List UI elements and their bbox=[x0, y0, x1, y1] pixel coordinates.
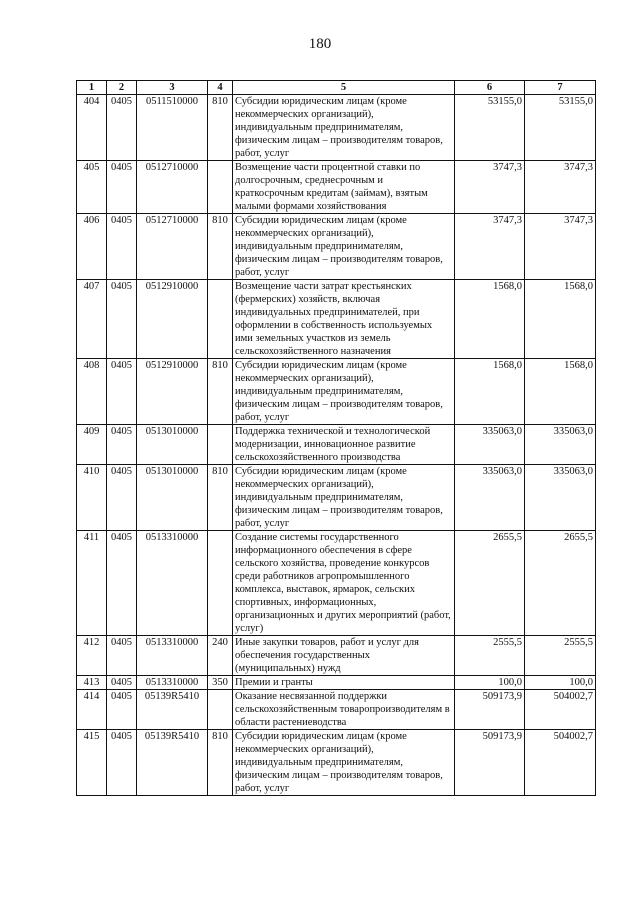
row-number-cell: 410 bbox=[77, 465, 107, 531]
column-header: 4 bbox=[208, 81, 233, 95]
section-code-cell: 0405 bbox=[107, 690, 137, 730]
row-number-cell: 411 bbox=[77, 531, 107, 636]
target-article-cell: 05139R5410 bbox=[137, 730, 208, 796]
section-code-cell: 0405 bbox=[107, 161, 137, 214]
target-article-cell: 0512710000 bbox=[137, 214, 208, 280]
column-header: 2 bbox=[107, 81, 137, 95]
amount-2019-cell: 2655,5 bbox=[455, 531, 525, 636]
row-number-cell: 414 bbox=[77, 690, 107, 730]
amount-2020-cell: 100,0 bbox=[525, 676, 596, 690]
amount-2020-cell: 1568,0 bbox=[525, 359, 596, 425]
target-article-cell: 0513310000 bbox=[137, 636, 208, 676]
amount-2019-cell: 509173,9 bbox=[455, 690, 525, 730]
description-cell: Субсидии юридическим лицам (кроме некоммерческих организаций), индивидуальным предпринимателям, физическим лицам – производителям товаров, работ, услуг bbox=[233, 730, 455, 796]
target-article-cell: 0511510000 bbox=[137, 95, 208, 161]
description-cell: Возмещение части процентной ставки по долгосрочным, среднесрочным и краткосрочным кредитам (займам), взятым малыми формами хозяйствования bbox=[233, 161, 455, 214]
amount-2019-cell: 335063,0 bbox=[455, 425, 525, 465]
target-article-cell: 0513010000 bbox=[137, 465, 208, 531]
table-row bbox=[77, 690, 596, 730]
expense-type-cell bbox=[208, 531, 233, 636]
column-header: 6 bbox=[455, 81, 525, 95]
amount-2019-cell: 1568,0 bbox=[455, 280, 525, 359]
expense-type-cell: 240 bbox=[208, 636, 233, 676]
expense-type-cell: 810 bbox=[208, 214, 233, 280]
description-cell: Субсидии юридическим лицам (кроме некоммерческих организаций), индивидуальным предпринимателям, физическим лицам – производителям товаров, работ, услуг bbox=[233, 465, 455, 531]
expense-type-cell: 810 bbox=[208, 465, 233, 531]
description-cell: Субсидии юридическим лицам (кроме некоммерческих организаций), индивидуальным предпринимателям, физическим лицам – производителям товаров, работ, услуг bbox=[233, 95, 455, 161]
column-header: 7 bbox=[525, 81, 596, 95]
page-number: 180 bbox=[308, 36, 332, 52]
table-row bbox=[77, 730, 596, 796]
section-code-cell: 0405 bbox=[107, 95, 137, 161]
description-cell: Оказание несвязанной поддержки сельскохозяйственным товаропроизводителям в области растениеводства bbox=[233, 690, 455, 730]
target-article-cell: 0512910000 bbox=[137, 359, 208, 425]
table-header-row bbox=[77, 81, 596, 95]
amount-2019-cell: 3747,3 bbox=[455, 161, 525, 214]
amount-2019-cell: 335063,0 bbox=[455, 465, 525, 531]
amount-2020-cell: 504002,7 bbox=[525, 730, 596, 796]
amount-2020-cell: 335063,0 bbox=[525, 425, 596, 465]
section-code-cell: 0405 bbox=[107, 531, 137, 636]
amount-2019-cell: 1568,0 bbox=[455, 359, 525, 425]
amount-2019-cell: 53155,0 bbox=[455, 95, 525, 161]
table-row bbox=[77, 425, 596, 465]
amount-2020-cell: 2555,5 bbox=[525, 636, 596, 676]
description-cell: Возмещение части затрат крестьянских (фермерских) хозяйств, включая индивидуальных предпринимателей, при оформлении в собственность используемых ими земельных участков из земель сельскохозяйственного назначения bbox=[233, 280, 455, 359]
target-article-cell: 0513310000 bbox=[137, 676, 208, 690]
section-code-cell: 0405 bbox=[107, 676, 137, 690]
target-article-cell: 0513010000 bbox=[137, 425, 208, 465]
table-row bbox=[77, 359, 596, 425]
row-number-cell: 404 bbox=[77, 95, 107, 161]
row-number-cell: 412 bbox=[77, 636, 107, 676]
expense-type-cell bbox=[208, 690, 233, 730]
amount-2020-cell: 3747,3 bbox=[525, 161, 596, 214]
amount-2020-cell: 335063,0 bbox=[525, 465, 596, 531]
section-code-cell: 0405 bbox=[107, 280, 137, 359]
row-number-cell: 415 bbox=[77, 730, 107, 796]
column-header: 5 bbox=[233, 81, 455, 95]
amount-2019-cell: 3747,3 bbox=[455, 214, 525, 280]
target-article-cell: 0513310000 bbox=[137, 531, 208, 636]
amount-2020-cell: 53155,0 bbox=[525, 95, 596, 161]
column-header: 1 bbox=[77, 81, 107, 95]
table-row bbox=[77, 161, 596, 214]
amount-2019-cell: 2555,5 bbox=[455, 636, 525, 676]
row-number-cell: 405 bbox=[77, 161, 107, 214]
expense-type-cell: 810 bbox=[208, 95, 233, 161]
expense-type-cell bbox=[208, 425, 233, 465]
description-cell: Создание системы государственного информационного обеспечения в сфере сельского хозяйства, проведение конкурсов среди работников агропромышленного комплекса, выставок, ярмарок, сельских спортивных, информационных, организационных и других мероприятий (работ, услуг) bbox=[233, 531, 455, 636]
amount-2019-cell: 509173,9 bbox=[455, 730, 525, 796]
section-code-cell: 0405 bbox=[107, 425, 137, 465]
row-number-cell: 406 bbox=[77, 214, 107, 280]
description-cell: Поддержка технической и технологической модернизации, инновационное развитие сельскохозяйственного производства bbox=[233, 425, 455, 465]
table-row bbox=[77, 636, 596, 676]
target-article-cell: 05139R5410 bbox=[137, 690, 208, 730]
expense-type-cell: 350 bbox=[208, 676, 233, 690]
expense-type-cell: 810 bbox=[208, 730, 233, 796]
amount-2020-cell: 504002,7 bbox=[525, 690, 596, 730]
table-row bbox=[77, 465, 596, 531]
amount-2020-cell: 2655,5 bbox=[525, 531, 596, 636]
expense-type-cell: 810 bbox=[208, 359, 233, 425]
section-code-cell: 0405 bbox=[107, 636, 137, 676]
row-number-cell: 413 bbox=[77, 676, 107, 690]
table-row bbox=[77, 95, 596, 161]
expense-type-cell bbox=[208, 280, 233, 359]
target-article-cell: 0512710000 bbox=[137, 161, 208, 214]
description-cell: Субсидии юридическим лицам (кроме некоммерческих организаций), индивидуальным предпринимателям, физическим лицам – производителям товаров, работ, услуг bbox=[233, 214, 455, 280]
row-number-cell: 408 bbox=[77, 359, 107, 425]
section-code-cell: 0405 bbox=[107, 730, 137, 796]
section-code-cell: 0405 bbox=[107, 465, 137, 531]
row-number-cell: 409 bbox=[77, 425, 107, 465]
column-header: 3 bbox=[137, 81, 208, 95]
target-article-cell: 0512910000 bbox=[137, 280, 208, 359]
section-code-cell: 0405 bbox=[107, 359, 137, 425]
table-row bbox=[77, 214, 596, 280]
expense-type-cell bbox=[208, 161, 233, 214]
amount-2019-cell: 100,0 bbox=[455, 676, 525, 690]
table-row bbox=[77, 531, 596, 636]
amount-2020-cell: 3747,3 bbox=[525, 214, 596, 280]
section-code-cell: 0405 bbox=[107, 214, 137, 280]
description-cell: Премии и гранты bbox=[233, 676, 455, 690]
row-number-cell: 407 bbox=[77, 280, 107, 359]
description-cell: Субсидии юридическим лицам (кроме некоммерческих организаций), индивидуальным предпринимателям, физическим лицам – производителям товаров, работ, услуг bbox=[233, 359, 455, 425]
table-row bbox=[77, 676, 596, 690]
amount-2020-cell: 1568,0 bbox=[525, 280, 596, 359]
description-cell: Иные закупки товаров, работ и услуг для обеспечения государственных (муниципальных) нужд bbox=[233, 636, 455, 676]
budget-table bbox=[76, 80, 596, 796]
table-row bbox=[77, 280, 596, 359]
